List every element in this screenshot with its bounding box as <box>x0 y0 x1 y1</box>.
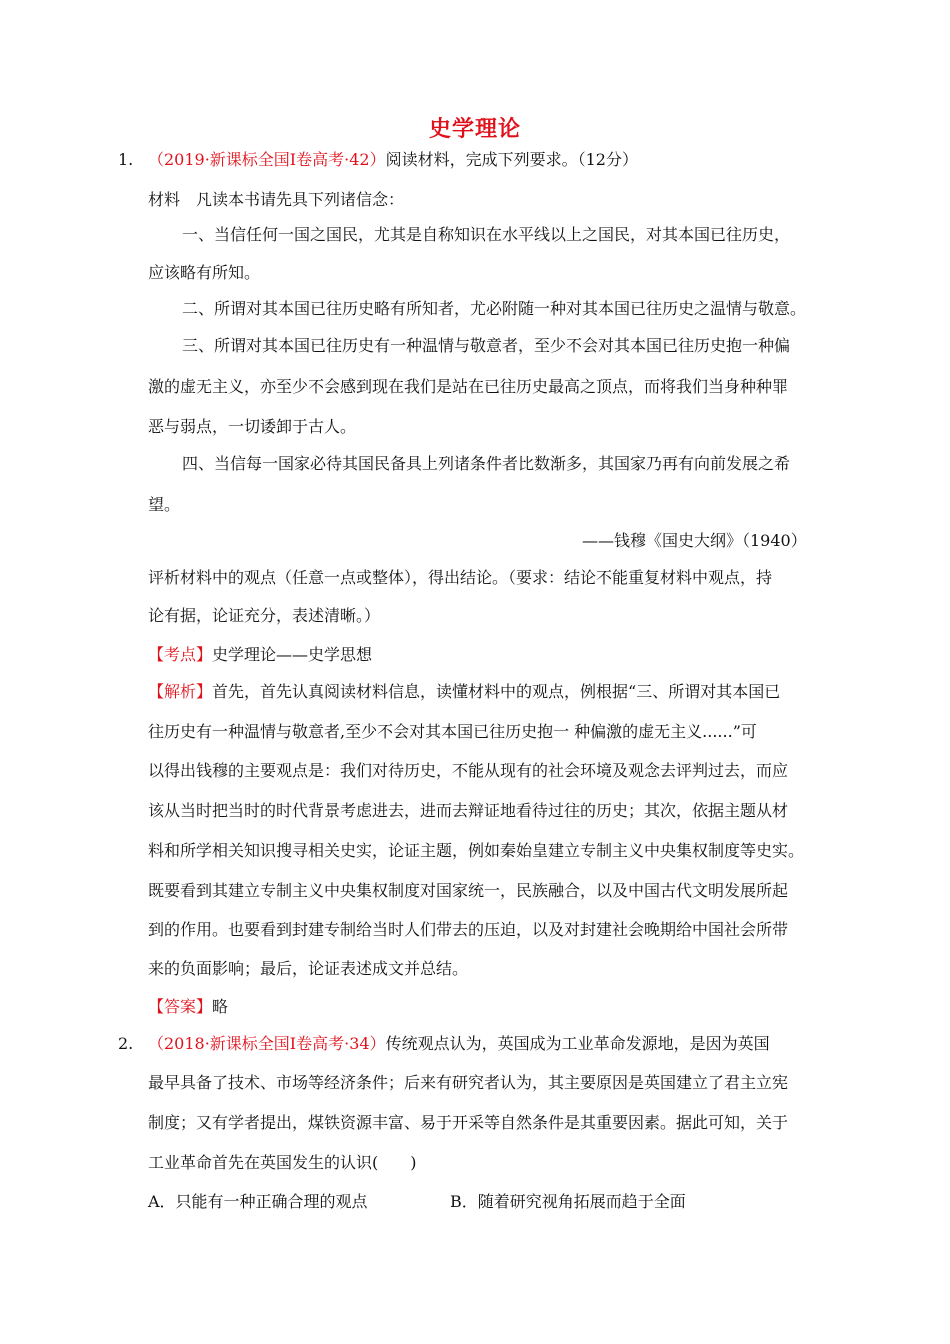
jiexi-line: 来的负面影响；最后，论证表述成文并总结。 <box>148 959 469 978</box>
material-line: 三、所谓对其本国已往历史有一种温情与敬意者，至少不会对其本国已往历史抱一种偏 <box>182 336 791 355</box>
requirement-line: 论有据，论证充分，表述清晰。） <box>148 606 381 625</box>
question-2-header <box>148 1033 770 1055</box>
question-2-stem-line: 工业革命首先在英国发生的认识( ) <box>148 1153 417 1172</box>
option-b: B．随着研究视角拓展而趋于全面 <box>450 1192 686 1211</box>
requirement-line: 评析材料中的观点（任意一点或整体），得出结论。（要求：结论不能重复材料中观点，持 <box>148 568 773 587</box>
material-line: 恶与弱点，一切诿卸于古人。 <box>148 417 357 436</box>
question-2-stem-line: 制度；又有学者提出，煤铁资源丰富、易于开采等自然条件是其重要因素。据此可知，关于 <box>148 1113 789 1132</box>
question-2-source: （2018·新课标全国Ⅰ卷高考·34） <box>148 1034 386 1053</box>
question-1-source: （2019·新课标全国Ⅰ卷高考·42） <box>148 150 386 169</box>
question-1-prompt: 阅读材料，完成下列要求。（12分） <box>385 150 638 169</box>
material-header: 材料 凡读本书请先具下列诸信念： <box>148 190 405 209</box>
kaodian-row <box>148 644 372 666</box>
option-a: A．只能有一种正确合理的观点 <box>148 1192 368 1211</box>
jiexi-label: 【解析】 <box>148 682 213 701</box>
question-2-stem-line: 最早具备了技术、市场等经济条件；后来有研究者认为，其主要原因是英国建立了君主立宪 <box>148 1073 789 1092</box>
material-line: 一、当信任何一国之国民，尤其是自称知识在水平线以上之国民，对其本国已往历史， <box>182 225 791 244</box>
jiexi-line: 既要看到其建立专制主义中央集权制度对国家统一，民族融合，以及中国古代文明发展所起 <box>148 881 789 900</box>
kaodian-label: 【考点】 <box>148 645 213 664</box>
material-line: 四、当信每一国家必待其国民备具上列诸条件者比数渐多，其国家乃再有向前发展之希 <box>182 454 791 473</box>
jiexi-line: 料和所学相关知识搜寻相关史实，论证主题，例如秦始皇建立专制主义中央集权制度等史实。 <box>148 841 805 860</box>
question-2-stem: 传统观点认为，英国成为工业革命发源地，是因为英国 <box>385 1034 770 1053</box>
material-line: 望。 <box>148 495 181 514</box>
material-line: 应该略有所知。 <box>148 263 261 282</box>
jiexi-line: 到的作用。也要看到封建专制给当时人们带去的压迫，以及对封建社会晚期给中国社会所带 <box>148 920 789 939</box>
jiexi-line: 以得出钱穆的主要观点是：我们对待历史，不能从现有的社会环境及观念去评判过去，而应 <box>148 761 789 780</box>
material-attribution: ——钱穆《国史大纲》（1940） <box>582 531 807 550</box>
question-1-number: 1. <box>118 150 134 169</box>
jiexi-line: 该从当时把当时的时代背景考虑进去，进而去辩证地看待过往的历史；其次，依据主题从材 <box>148 801 789 820</box>
daan-label: 【答案】 <box>148 997 213 1016</box>
daan-text: 略 <box>212 997 229 1016</box>
question-2-number: 2. <box>118 1034 134 1053</box>
kaodian-text: 史学理论——史学思想 <box>212 645 373 664</box>
material-line: 二、所谓对其本国已往历史略有所知者，尤必附随一种对其本国已往历史之温情与敬意。 <box>182 299 807 318</box>
question-1-header <box>148 149 638 171</box>
daan-row <box>148 996 228 1018</box>
material-line: 激的虚无主义，亦至少不会感到现在我们是站在已往历史最高之顶点，而将我们当身种种罪 <box>148 377 789 396</box>
jiexi-line: 往历史有一种温情与敬意者,至少不会对其本国已往历史抱一 种偏激的虚无主义......”可 <box>148 722 757 741</box>
page-title: 史学理论 <box>428 117 521 142</box>
jiexi-line: 首先，首先认真阅读材料信息，读懂材料中的观点，例根据“三、所谓对其本国已 <box>212 682 781 701</box>
jiexi-row <box>148 681 780 703</box>
